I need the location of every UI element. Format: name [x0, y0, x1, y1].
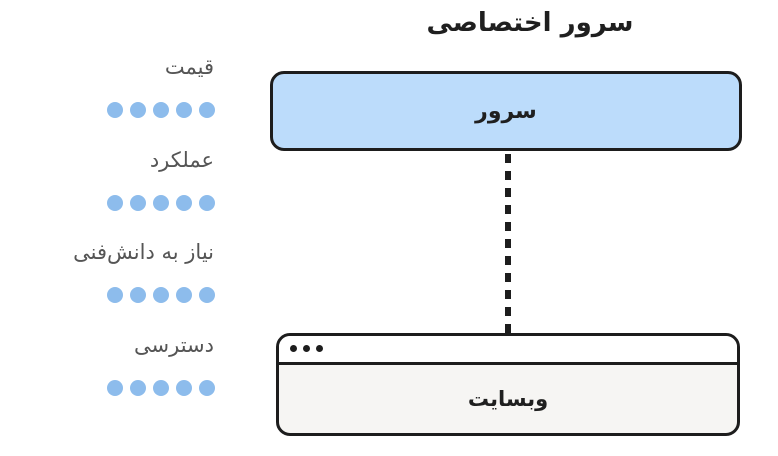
- metric-label-access: دسترسی: [134, 333, 214, 357]
- server-box: [270, 71, 742, 151]
- rating-dot: [199, 102, 215, 118]
- window-dot-icon: [303, 345, 310, 352]
- browser-title-bar: [279, 336, 737, 365]
- rating-dot: [130, 380, 146, 396]
- rating-dot: [176, 380, 192, 396]
- dashed-connector-line: [505, 154, 511, 334]
- rating-dots-access: [107, 380, 217, 396]
- website-label: وبسایت: [467, 387, 549, 411]
- metric-label-performance: عملکرد: [149, 148, 214, 172]
- rating-dot: [199, 195, 215, 211]
- rating-dot: [153, 380, 169, 396]
- diagram-title: سرور اختصاصی: [426, 8, 634, 38]
- server-label: سرور: [475, 98, 537, 124]
- rating-dot: [130, 102, 146, 118]
- rating-dot: [199, 380, 215, 396]
- rating-dots-performance: [107, 195, 217, 211]
- rating-dot: [107, 195, 123, 211]
- rating-dot: [176, 195, 192, 211]
- rating-dot: [199, 287, 215, 303]
- metric-label-technical-knowledge: نیاز به دانش‌فنی: [73, 240, 214, 264]
- rating-dot: [176, 102, 192, 118]
- rating-dot: [130, 195, 146, 211]
- metric-label-price: قیمت: [164, 55, 214, 79]
- rating-dot: [153, 195, 169, 211]
- window-dot-icon: [290, 345, 297, 352]
- window-dot-icon: [316, 345, 323, 352]
- rating-dot: [130, 287, 146, 303]
- browser-body: [279, 365, 737, 433]
- rating-dot: [153, 287, 169, 303]
- rating-dot: [176, 287, 192, 303]
- rating-dot: [107, 102, 123, 118]
- rating-dot: [107, 287, 123, 303]
- rating-dots-price: [107, 102, 217, 118]
- rating-dot: [107, 380, 123, 396]
- rating-dot: [153, 102, 169, 118]
- website-browser-window: [276, 333, 740, 436]
- rating-dots-technical-knowledge: [107, 287, 217, 303]
